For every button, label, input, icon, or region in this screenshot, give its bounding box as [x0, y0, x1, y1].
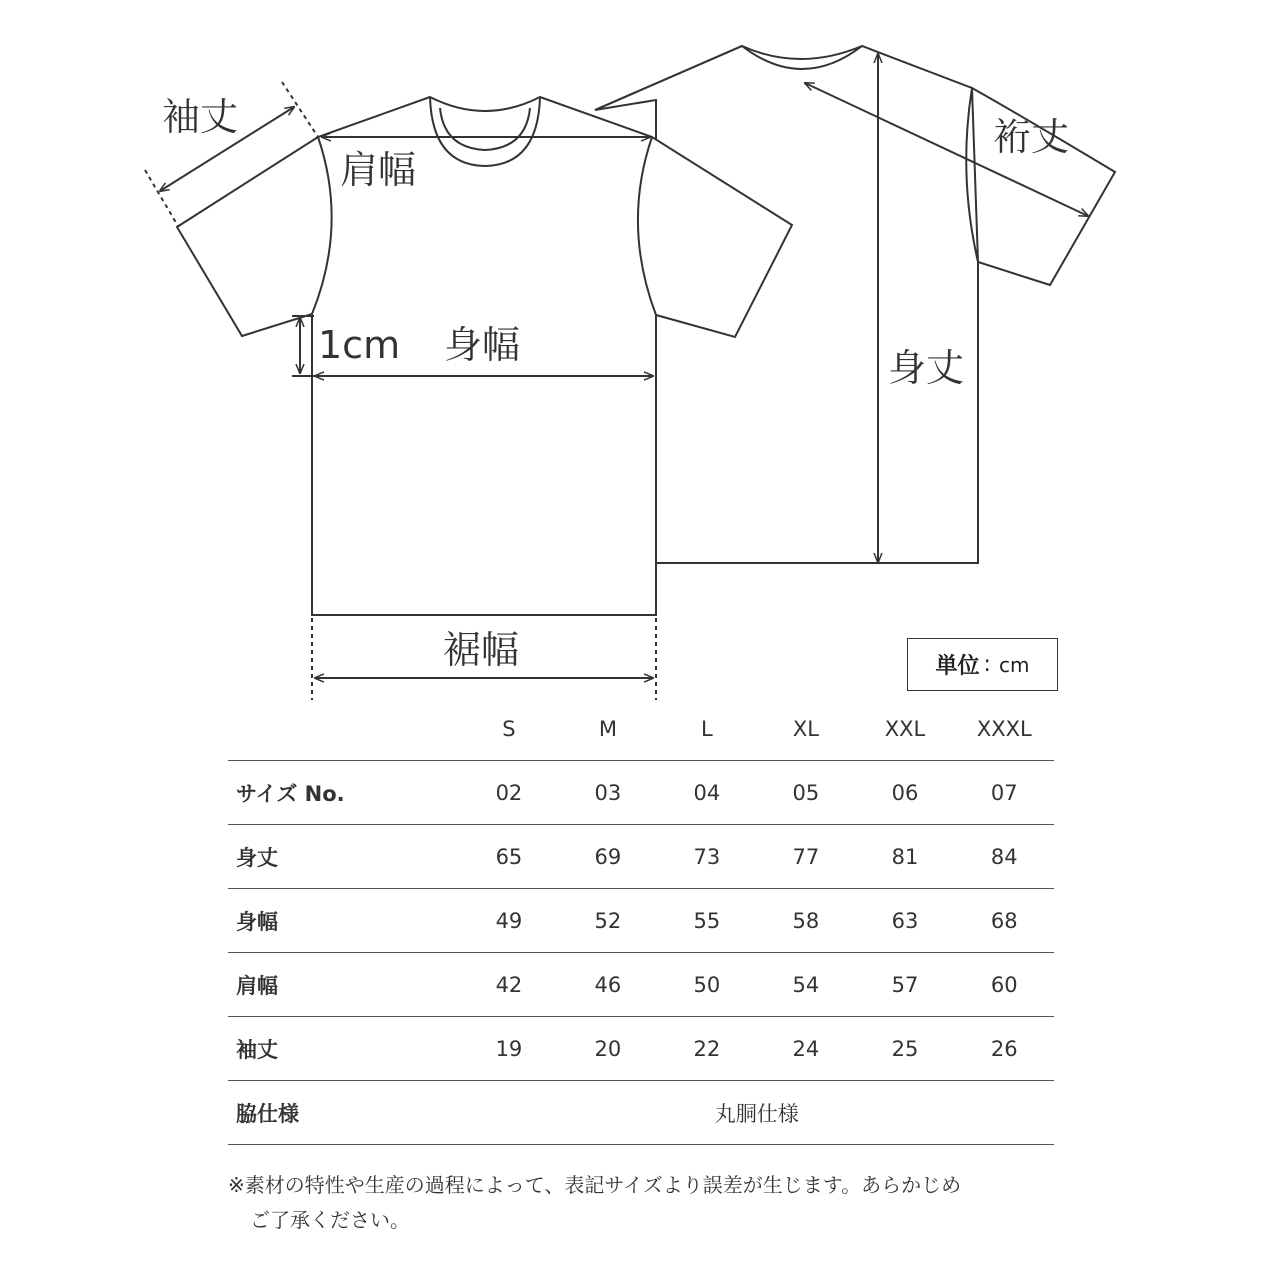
table-cell: 52: [594, 908, 622, 933]
table-cell: 20: [594, 1036, 622, 1061]
length-label: 身丈: [888, 346, 965, 390]
size-header: S: [502, 717, 516, 741]
table-cell: 25: [891, 1036, 919, 1061]
table-row: [228, 761, 1054, 825]
row-label: サイズ No.: [236, 781, 345, 806]
body-width-label: 身幅: [444, 323, 521, 367]
header-empty: [228, 698, 459, 761]
table-cell: 49: [495, 908, 523, 933]
table-cell: 54: [792, 972, 820, 997]
table-cell: 73: [693, 844, 721, 869]
table-cell: 58: [792, 908, 820, 933]
table-cell: 02: [495, 780, 523, 805]
table-cell: 05: [792, 780, 820, 805]
table-row: [228, 825, 1054, 889]
table-cell: 81: [891, 844, 919, 869]
table-cell: 69: [594, 844, 622, 869]
table-cell: 60: [990, 972, 1018, 997]
row-label: 身幅: [236, 909, 278, 934]
table-cell: 57: [891, 972, 919, 997]
row-label: 脇仕様: [236, 1101, 299, 1126]
side-spec-row: [228, 1081, 1054, 1145]
size-header: XXL: [884, 717, 926, 741]
size-table: [228, 698, 1054, 1145]
row-label: 肩幅: [236, 973, 278, 998]
table-row: [228, 1017, 1054, 1081]
raglan-label: 裄丈: [993, 115, 1070, 159]
table-cell: 46: [594, 972, 622, 997]
sleeve-guide-2: [282, 82, 318, 137]
size-header: M: [598, 717, 617, 741]
table-cell: 07: [990, 780, 1018, 805]
table-cell: 19: [495, 1036, 523, 1061]
size-header: XXXL: [976, 717, 1032, 741]
note-line-2: ご了承ください。: [250, 1208, 410, 1232]
table-cell: 63: [891, 908, 919, 933]
table-cell: 65: [495, 844, 523, 869]
size-header-row: [228, 698, 1054, 761]
table-cell: 68: [990, 908, 1018, 933]
row-label: 身丈: [236, 845, 278, 870]
unit-box: [907, 638, 1058, 691]
table-cell: 06: [891, 780, 919, 805]
table-cell: 24: [792, 1036, 820, 1061]
table-cell: 04: [693, 780, 721, 805]
row-label: 袖丈: [236, 1037, 278, 1062]
sleeve-guide-1: [145, 170, 178, 226]
table-row: [228, 889, 1054, 953]
table-cell: 22: [693, 1036, 721, 1061]
hem-label: 裾幅: [443, 628, 520, 672]
shoulder-label: 肩幅: [340, 148, 417, 192]
side-spec-value: 丸胴仕様: [714, 1101, 799, 1126]
note-line-1: ※素材の特性や生産の過程によって、表記サイズより誤差が生じます。あらかじめ: [228, 1173, 962, 1197]
table-cell: 77: [792, 844, 820, 869]
size-header: L: [701, 717, 713, 741]
unit-separator: :: [983, 652, 991, 677]
table-cell: 50: [693, 972, 721, 997]
unit-label: 単位: [935, 654, 980, 679]
table-cell: 84: [990, 844, 1018, 869]
table-row: [228, 953, 1054, 1017]
offset-label: 1cm: [318, 323, 401, 367]
size-header: XL: [792, 717, 819, 741]
table-cell: 26: [990, 1036, 1018, 1061]
table-cell: 55: [693, 908, 721, 933]
unit-value: cm: [998, 652, 1030, 677]
sleeve-label: 袖丈: [162, 95, 239, 139]
table-cell: 03: [594, 780, 622, 805]
disclaimer-note: [228, 1168, 1068, 1238]
table-cell: 42: [495, 972, 523, 997]
